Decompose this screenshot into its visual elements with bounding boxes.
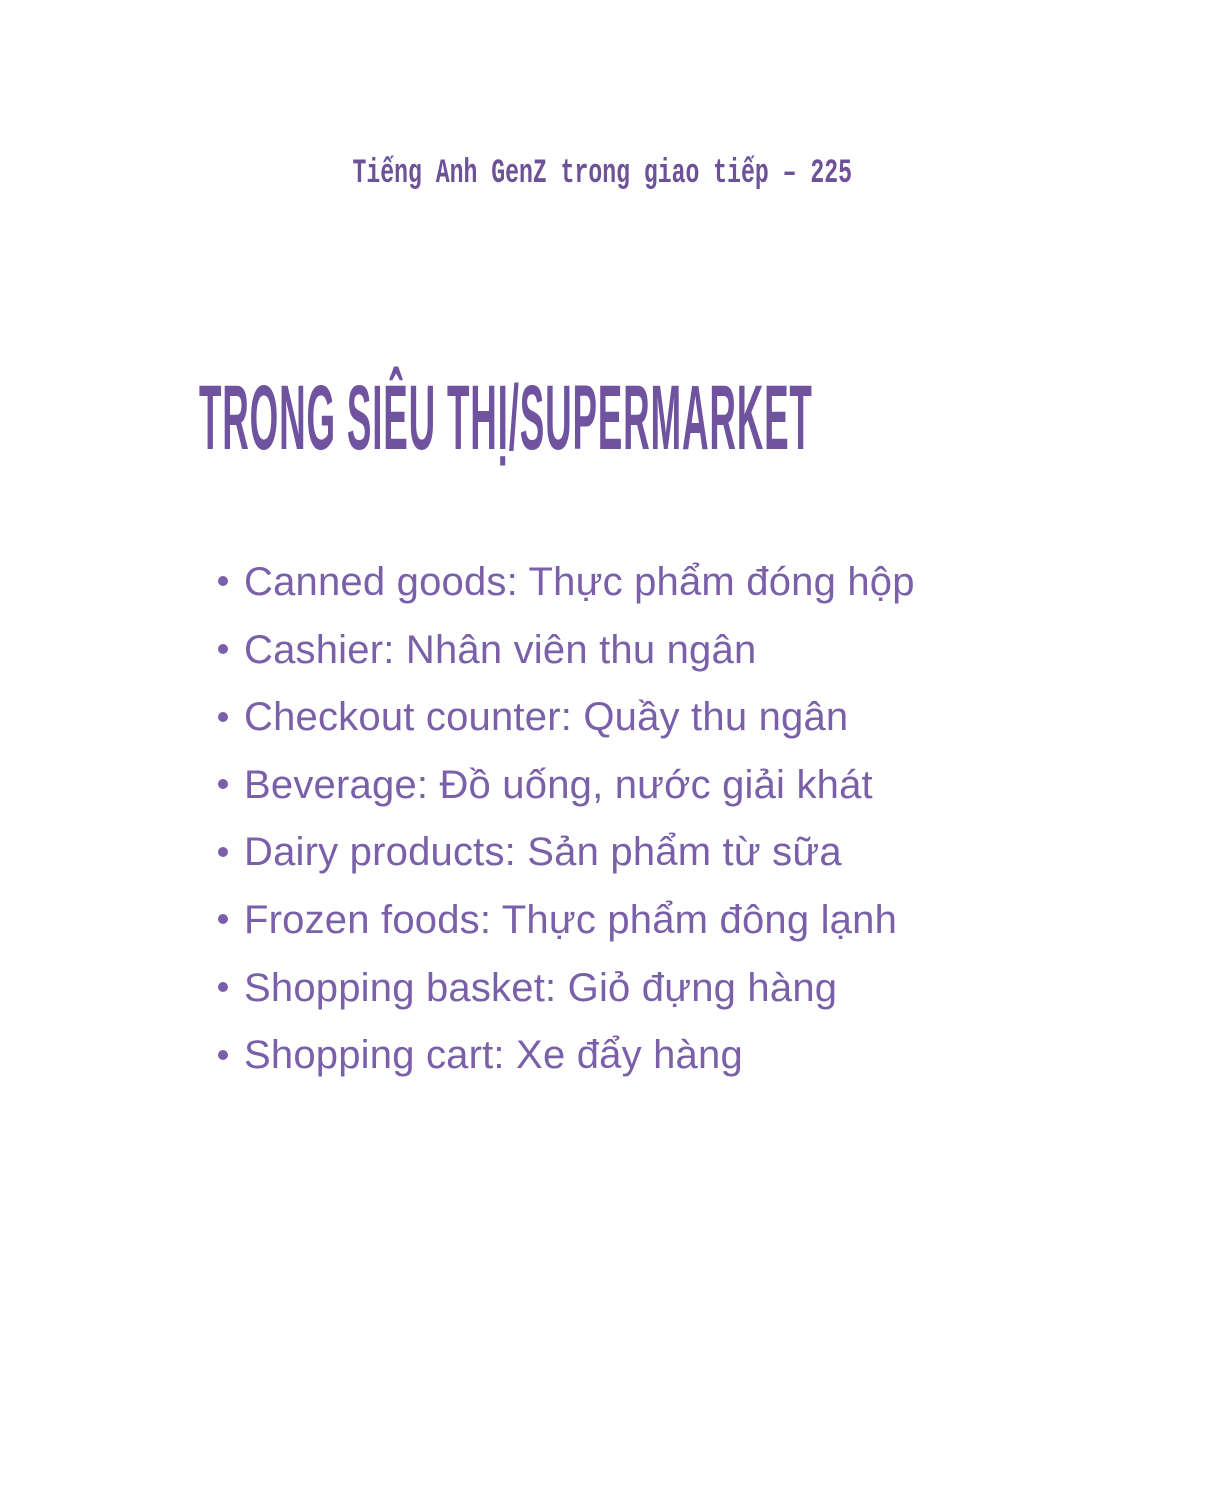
- vocab-item-text: Shopping cart: Xe đẩy hàng: [244, 1033, 743, 1078]
- bullet-icon: [218, 1050, 228, 1060]
- page-title: TRONG SIÊU THỊ/SUPERMARKET: [199, 367, 813, 469]
- vocab-item-text: Shopping basket: Giỏ đựng hàng: [244, 965, 838, 1010]
- bullet-icon: [218, 644, 228, 654]
- vocab-item-text: Canned goods: Thực phẩm đóng hộp: [244, 560, 915, 604]
- vocab-list: [218, 549, 1038, 1090]
- vocab-item-text: Checkout counter: Quầy thu ngân: [244, 695, 849, 740]
- bullet-icon: [218, 712, 228, 722]
- running-header-text: Tiếng Anh GenZ trong giao tiếp – 225: [352, 155, 853, 193]
- vocab-item-text: Dairy products: Sản phẩm từ sữa: [244, 830, 842, 875]
- vocab-item-text: Cashier: Nhân viên thu ngân: [244, 627, 757, 672]
- vocab-item: [218, 549, 1038, 617]
- bullet-icon: [218, 914, 228, 924]
- vocab-item: [218, 684, 1038, 752]
- vocab-item: [218, 819, 1038, 887]
- running-header: [0, 152, 1205, 200]
- vocab-item: [218, 955, 1038, 1023]
- vocab-item: [218, 752, 1038, 820]
- bullet-icon: [218, 779, 228, 789]
- bullet-icon: [218, 847, 228, 857]
- vocab-item-text: Frozen foods: Thực phẩm đông lạnh: [244, 897, 898, 942]
- bullet-icon: [218, 982, 228, 992]
- vocab-item: [218, 1022, 1038, 1090]
- vocab-item: [218, 617, 1038, 685]
- vocab-item-text: Beverage: Đồ uống, nước giải khát: [244, 762, 873, 807]
- bullet-icon: [218, 576, 228, 586]
- vocab-item: [218, 887, 1038, 955]
